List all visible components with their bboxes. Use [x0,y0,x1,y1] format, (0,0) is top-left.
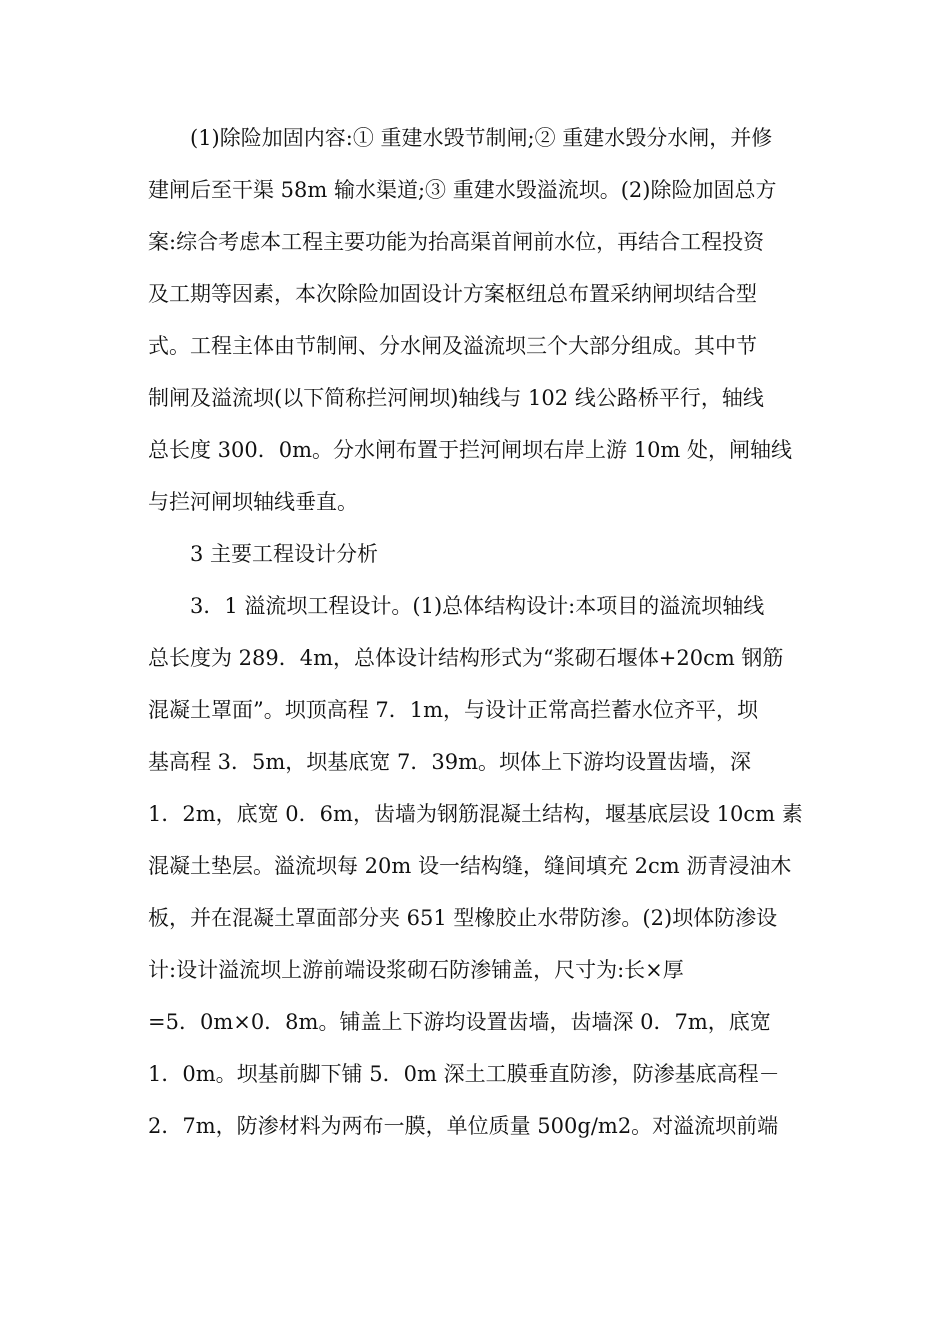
paragraph-line: 式。工程主体由节制闸、分水闸及溢流坝三个大部分组成。其中节 [148,334,757,358]
paragraph-line: 板，并在混凝土罩面部分夹 651 型橡胶止水带防渗。(2)坝体防渗设 [148,906,778,930]
paragraph-line: 总长度 300．0m。分水闸布置于拦河闸坝右岸上游 10m 处，闸轴线 [148,438,793,462]
paragraph-line: 1．0m。坝基前脚下铺 5．0m 深土工膜垂直防渗，防渗基底高程－ [148,1062,780,1086]
paragraph-line: 3．1 溢流坝工程设计。(1)总体结构设计:本项目的溢流坝轴线 [190,594,765,618]
paragraph-line: =5．0m×0．8m。铺盖上下游均设置齿墙，齿墙深 0．7m，底宽 [148,1010,771,1034]
paragraph-line: 及工期等因素，本次除险加固设计方案枢纽总布置采纳闸坝结合型 [148,282,757,306]
paragraph-line: 案:综合考虑本工程主要功能为抬高渠首闸前水位，再结合工程投资 [148,230,765,254]
paragraph-line: 总长度为 289．4m，总体设计结构形式为“浆砌石堰体+20cm 钢筋 [148,646,784,670]
body-text [148,112,808,1152]
paragraph-line: 建闸后至干渠 58m 输水渠道;③ 重建水毁溢流坝。(2)除险加固总方 [148,178,777,202]
paragraph-line: 1．2m，底宽 0．6m，齿墙为钢筋混凝土结构，堰基底层设 10cm 素 [148,802,803,826]
paragraph-line: 混凝土罩面”。坝顶高程 7．1m，与设计正常高拦蓄水位齐平，坝 [148,698,759,722]
paragraph-line: 制闸及溢流坝(以下简称拦河闸坝)轴线与 102 线公路桥平行，轴线 [148,386,764,410]
section-heading: 3 主要工程设计分析 [190,542,379,566]
paragraph-line: 计:设计溢流坝上游前端设浆砌石防渗铺盖，尺寸为:长×厚 [148,958,684,982]
paragraph-line: 2．7m，防渗材料为两布一膜，单位质量 500g/m2。对溢流坝前端 [148,1114,779,1138]
paragraph-line: (1)除险加固内容:① 重建水毁节制闸;② 重建水毁分水闸，并修 [190,126,773,150]
paragraph-line: 与拦河闸坝轴线垂直。 [148,490,358,514]
paragraph-line: 基高程 3．5m，坝基底宽 7．39m。坝体上下游均设置齿墙，深 [148,750,751,774]
paragraph-line: 混凝土垫层。溢流坝每 20m 设一结构缝，缝间填充 2cm 沥青浸油木 [148,854,792,878]
